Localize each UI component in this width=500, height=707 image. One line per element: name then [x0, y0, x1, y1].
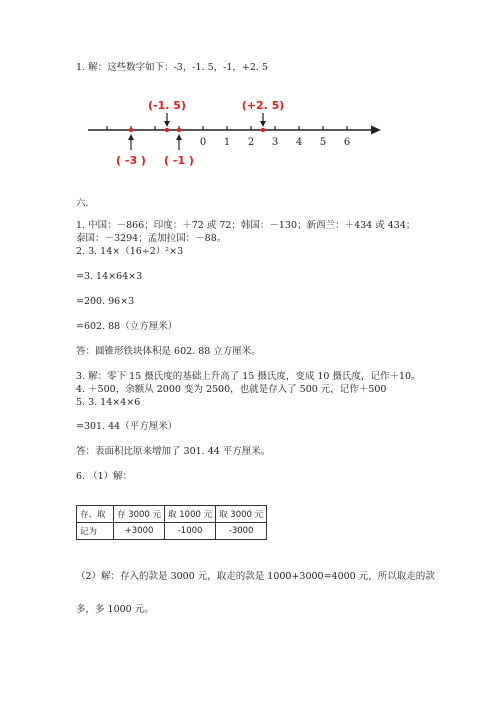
table-header-cell: 存 3000 元 — [114, 506, 165, 523]
answer-1: 1. 解：这些数字如下：-3，-1. 5，-1，+2. 5 — [76, 62, 269, 73]
item-5-line-2: =301. 44（平方厘米） — [76, 421, 178, 432]
item-5-answer: 答：表面积比原来增加了 301. 44 平方厘米。 — [76, 446, 271, 457]
item-2-line-4: =602. 88（立方厘米） — [76, 321, 178, 332]
table-header-cell: 存、取 — [77, 506, 114, 523]
table-row — [77, 506, 267, 523]
number-line-tick-label: 1 — [223, 137, 231, 148]
item-2-answer: 答：圆锥形铁块体积是 602. 88 立方厘米。 — [76, 346, 261, 357]
item-5-line-1: 5. 3. 14×4×6 — [76, 397, 141, 408]
number-line-point — [261, 128, 265, 132]
number-line-tick-label: 3 — [271, 137, 279, 148]
table-cell: -3000 — [216, 523, 267, 540]
number-line-point — [165, 128, 169, 132]
number-line-top-label: (+2. 5) — [241, 99, 285, 112]
number-line-tick-label: 4 — [295, 137, 303, 148]
item-3: 3. 解：零下 15 摄氏度的基础上升高了 15 摄氏度，变成 10 摄氏度，记作＋10。 — [76, 371, 421, 382]
table-header-cell: 取 1000 元 — [165, 506, 216, 523]
item-6-line-1: 6. （1）解： — [76, 471, 133, 482]
number-line — [0, 0, 500, 180]
down-arrow-head-icon — [260, 121, 266, 127]
item-6-part-2-line-1: （2）解：存入的款是 3000 元，取走的款是 1000+3000=4000 元，所以取走的款 — [76, 571, 435, 582]
table-cell: -1000 — [165, 523, 216, 540]
item-2-line-1: 2. 3. 14×（16÷2）²×3 — [76, 246, 184, 257]
item-2-line-3: =200. 96×3 — [76, 296, 135, 307]
section-6-title: 六. — [76, 198, 89, 209]
item-2-line-2: =3. 14×64×3 — [76, 271, 143, 282]
down-arrow-head-icon — [164, 121, 170, 127]
number-line-arrow-icon — [371, 126, 381, 135]
number-line-point — [177, 128, 181, 132]
table-cell: 记为 — [77, 523, 114, 540]
table-header-cell: 取 3000 元 — [216, 506, 267, 523]
number-line-tick-label: 6 — [343, 137, 351, 148]
number-line-tick-label: 0 — [199, 137, 207, 148]
item-6-part-2-line-2: 多，多 1000 元。 — [76, 604, 154, 615]
item-1: 1. 中国：－866；印度：＋72 或 72；韩国：－130；新西兰：＋434 或 434；泰国：－3294；孟加拉国：－88。 — [76, 220, 416, 244]
number-line-top-label: (-1. 5) — [148, 99, 186, 112]
number-line-bottom-label: ( -3 ) — [116, 154, 146, 167]
number-line-tick-label: 5 — [319, 137, 327, 148]
table-row — [77, 523, 267, 540]
table-cell: +3000 — [114, 523, 165, 540]
deposit-withdraw-table — [76, 505, 267, 540]
number-line-bottom-label: ( -1 ) — [164, 154, 194, 167]
number-line-tick-label: 2 — [247, 137, 255, 148]
number-line-point — [129, 128, 133, 132]
item-4: 4. ＋500，余额从 2000 变为 2500，也就是存入了 500 元，记作＋500 — [76, 384, 387, 395]
